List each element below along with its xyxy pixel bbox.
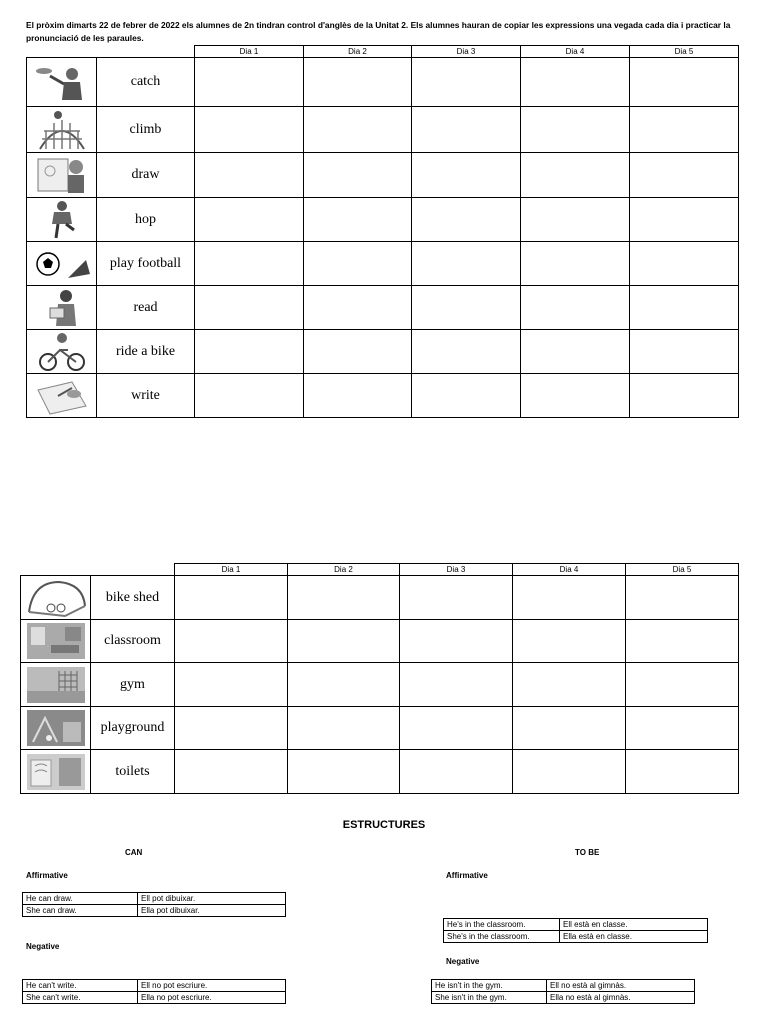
catalan-sentence: Ella està en classe.: [560, 931, 708, 943]
table-row: [21, 620, 739, 663]
practice-cell[interactable]: [412, 58, 521, 107]
practice-cell[interactable]: [304, 198, 412, 242]
practice-cell[interactable]: [412, 374, 521, 418]
to-be-negative-label: Negative: [446, 957, 480, 966]
catalan-sentence: Ell pot dibuixar.: [138, 893, 286, 905]
table-row: [27, 198, 739, 242]
can-negative-table: [22, 979, 286, 1004]
day-header: Dia 2: [288, 564, 400, 576]
table-row: [21, 707, 739, 750]
bike-icon: [27, 330, 97, 374]
english-sentence: He isn't in the gym.: [432, 980, 547, 992]
practice-cell[interactable]: [412, 107, 521, 153]
practice-cell[interactable]: [304, 330, 412, 374]
day-header: Dia 1: [175, 564, 288, 576]
day-header: Dia 4: [513, 564, 626, 576]
day-header: Dia 2: [304, 46, 412, 58]
can-affirmative-label: Affirmative: [26, 871, 68, 880]
practice-cell[interactable]: [513, 750, 626, 794]
practice-cell[interactable]: [304, 58, 412, 107]
table-row: [27, 153, 739, 198]
practice-cell[interactable]: [288, 576, 400, 620]
catalan-sentence: Ella no pot escriure.: [138, 992, 286, 1004]
english-sentence: She can't write.: [23, 992, 138, 1004]
practice-cell[interactable]: [288, 750, 400, 794]
day-header: Dia 5: [630, 46, 739, 58]
practice-cell[interactable]: [412, 153, 521, 198]
practice-cell[interactable]: [412, 198, 521, 242]
practice-cell[interactable]: [626, 707, 739, 750]
practice-cell[interactable]: [400, 663, 513, 707]
word-label: playground: [91, 707, 175, 750]
table-row: [27, 374, 739, 418]
practice-cell[interactable]: [195, 107, 304, 153]
practice-cell[interactable]: [630, 58, 739, 107]
practice-cell[interactable]: [513, 620, 626, 663]
structures-title: ESTRUCTURES: [342, 819, 426, 831]
practice-cell[interactable]: [175, 620, 288, 663]
practice-cell[interactable]: [626, 663, 739, 707]
practice-cell[interactable]: [521, 330, 630, 374]
catalan-sentence: Ell està en classe.: [560, 919, 708, 931]
toilets-icon: [21, 750, 91, 794]
practice-cell[interactable]: [195, 58, 304, 107]
practice-cell[interactable]: [630, 330, 739, 374]
can-negative-label: Negative: [26, 942, 60, 951]
word-label: play football: [97, 242, 195, 286]
bike-shed-icon: [21, 576, 91, 620]
to-be-affirmative-table: [443, 918, 708, 943]
to-be-heading: TO BE: [575, 848, 600, 857]
practice-cell[interactable]: [304, 153, 412, 198]
table-row: [27, 286, 739, 330]
table-row: [23, 893, 286, 905]
english-sentence: He can draw.: [23, 893, 138, 905]
hop-icon: [27, 198, 97, 242]
table-row: [27, 107, 739, 153]
intro-text: El pròxim dimarts 22 de febrer de 2022 els alumnes de 2n tindran control d'anglès de la Unitat 2. Els alumnes hauran de copiar les expressions una vegada cada dia i practicar la pronunciació de les paraules.: [26, 20, 731, 43]
practice-cell[interactable]: [513, 663, 626, 707]
practice-cell[interactable]: [521, 198, 630, 242]
day-header: Dia 3: [412, 46, 521, 58]
table-header-row: [21, 564, 739, 576]
playground-icon: [21, 707, 91, 750]
practice-cell[interactable]: [304, 374, 412, 418]
practice-cell[interactable]: [195, 198, 304, 242]
day-header: Dia 1: [195, 46, 304, 58]
table-row: [21, 576, 739, 620]
practice-cell[interactable]: [412, 242, 521, 286]
word-label: bike shed: [91, 576, 175, 620]
write-icon: [27, 374, 97, 418]
table-row: [21, 750, 739, 794]
gym-icon: [21, 663, 91, 707]
practice-cell[interactable]: [626, 620, 739, 663]
word-label: catch: [97, 58, 195, 107]
english-sentence: He's in the classroom.: [444, 919, 560, 931]
practice-cell[interactable]: [195, 330, 304, 374]
practice-cell[interactable]: [630, 198, 739, 242]
word-label: climb: [97, 107, 195, 153]
practice-cell[interactable]: [630, 242, 739, 286]
football-icon: [27, 242, 97, 286]
practice-cell[interactable]: [513, 576, 626, 620]
practice-cell[interactable]: [412, 286, 521, 330]
practice-cell[interactable]: [175, 750, 288, 794]
practice-cell[interactable]: [521, 58, 630, 107]
practice-cell[interactable]: [513, 707, 626, 750]
practice-cell[interactable]: [195, 242, 304, 286]
english-sentence: He can't write.: [23, 980, 138, 992]
table-row: [27, 242, 739, 286]
table-row: [23, 905, 286, 917]
places-table: [20, 563, 739, 794]
to-be-negative-table: [431, 979, 695, 1004]
practice-cell[interactable]: [288, 620, 400, 663]
practice-cell[interactable]: [630, 153, 739, 198]
can-heading: CAN: [125, 848, 143, 857]
word-label: ride a bike: [97, 330, 195, 374]
word-label: read: [97, 286, 195, 330]
word-label: hop: [97, 198, 195, 242]
word-label: toilets: [91, 750, 175, 794]
practice-cell[interactable]: [521, 153, 630, 198]
practice-cell[interactable]: [412, 330, 521, 374]
catalan-sentence: Ell no està al gimnàs.: [547, 980, 695, 992]
practice-cell[interactable]: [630, 374, 739, 418]
word-label: gym: [91, 663, 175, 707]
practice-cell[interactable]: [288, 707, 400, 750]
practice-cell[interactable]: [304, 107, 412, 153]
table-row: [23, 980, 286, 992]
practice-cell[interactable]: [400, 707, 513, 750]
catalan-sentence: Ella pot dibuixar.: [138, 905, 286, 917]
day-header: Dia 4: [521, 46, 630, 58]
practice-cell[interactable]: [400, 576, 513, 620]
table-row: [444, 931, 708, 943]
practice-cell[interactable]: [626, 576, 739, 620]
table-header-row: [27, 46, 739, 58]
practice-cell[interactable]: [400, 750, 513, 794]
can-affirmative-table: [22, 892, 286, 917]
practice-cell[interactable]: [175, 576, 288, 620]
catch-icon: [27, 58, 97, 107]
draw-icon: [27, 153, 97, 198]
practice-cell[interactable]: [521, 242, 630, 286]
day-header: Dia 5: [626, 564, 739, 576]
practice-cell[interactable]: [288, 663, 400, 707]
actions-table: [26, 45, 739, 418]
table-row: [23, 992, 286, 1004]
practice-cell[interactable]: [304, 286, 412, 330]
catalan-sentence: Ella no està al gimnàs.: [547, 992, 695, 1004]
practice-cell[interactable]: [400, 620, 513, 663]
practice-cell[interactable]: [521, 107, 630, 153]
to-be-affirmative-label: Affirmative: [446, 871, 488, 880]
table-row: [432, 992, 695, 1004]
table-row: [21, 663, 739, 707]
practice-cell[interactable]: [630, 107, 739, 153]
word-label: write: [97, 374, 195, 418]
practice-cell[interactable]: [626, 750, 739, 794]
word-label: classroom: [91, 620, 175, 663]
table-row: [27, 58, 739, 107]
word-label: draw: [97, 153, 195, 198]
table-row: [27, 330, 739, 374]
english-sentence: She isn't in the gym.: [432, 992, 547, 1004]
english-sentence: She can draw.: [23, 905, 138, 917]
read-icon: [27, 286, 97, 330]
practice-cell[interactable]: [195, 153, 304, 198]
table-row: [444, 919, 708, 931]
catalan-sentence: Ell no pot escriure.: [138, 980, 286, 992]
practice-cell[interactable]: [175, 663, 288, 707]
classroom-icon: [21, 620, 91, 663]
practice-cell[interactable]: [630, 286, 739, 330]
practice-cell[interactable]: [521, 286, 630, 330]
climb-icon: [27, 107, 97, 153]
practice-cell[interactable]: [175, 707, 288, 750]
practice-cell[interactable]: [304, 242, 412, 286]
practice-cell[interactable]: [195, 286, 304, 330]
practice-cell[interactable]: [195, 374, 304, 418]
english-sentence: She's in the classroom.: [444, 931, 560, 943]
practice-cell[interactable]: [521, 374, 630, 418]
day-header: Dia 3: [400, 564, 513, 576]
table-row: [432, 980, 695, 992]
